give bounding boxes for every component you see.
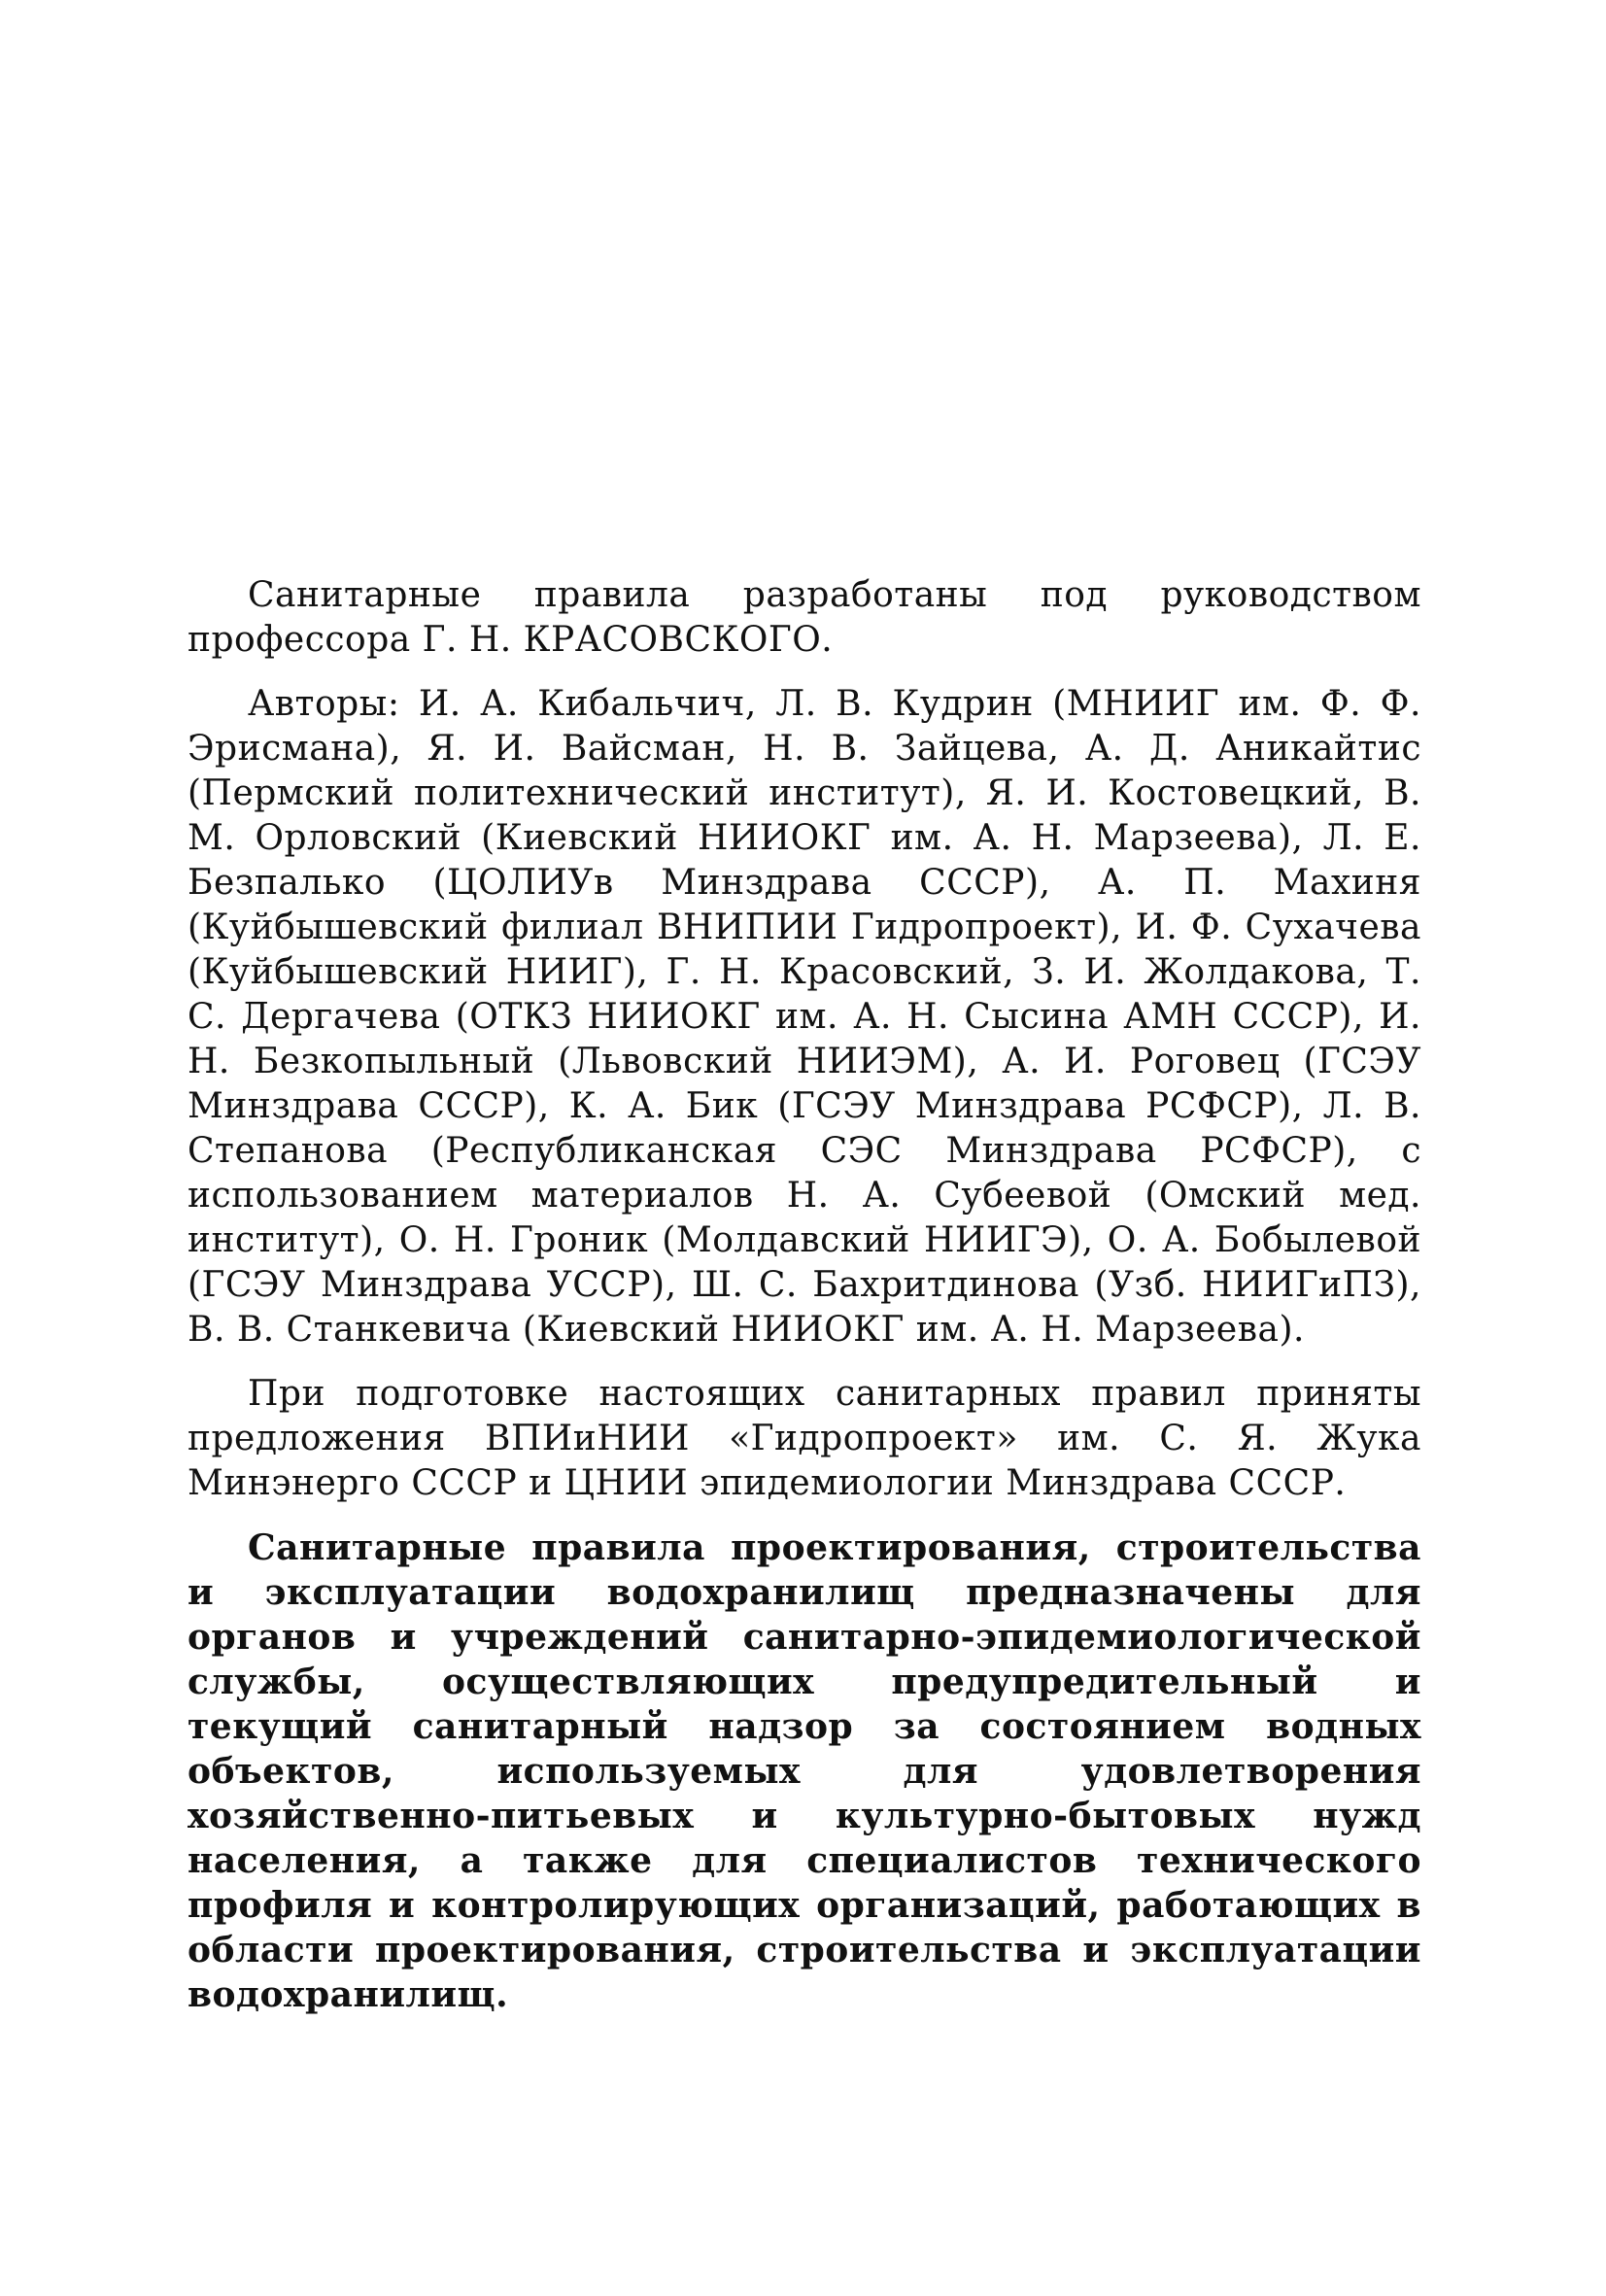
document-body [188,573,1421,2037]
proposals-paragraph: При подготовке настоящих санитарных правил приняты предложения ВПИиНИИ «Гидропроект» им. С. Я. Жука Минэнерго СССР и ЦНИИ эпидемиологии Минздрава СССР. [188,1374,1421,1503]
authors-paragraph: Авторы: И. А. Кибальчич, Л. В. Кудрин (МНИИГ им. Ф. Ф. Эрисмана), Я. И. Вайсман, Н. В. Зайцева, А. Д. Аникайтис (Пермский политехнический институт), Я. И. Костовецкий, В. М. Орловский (Киевский НИИОКГ им. А. Н. Марзеева), Л. Е. Безпалько (ЦОЛИУв Минздрава СССР), А. П. Махиня (Куйбышевский филиал ВНИПИИ Гидропроект), И. Ф. Сухачева (Куйбышевский НИИГ), Г. Н. Красовский, З. И. Жолдакова, Т. С. Дергачева (ОТКЗ НИИОКГ им. А. Н. Сысина АМН СССР), И. Н. Безкопыльный (Львовский НИИЭМ), А. И. Роговец (ГСЭУ Минздрава СССР), К. А. Бик (ГСЭУ Минздрава РСФСР), Л. В. Степанова (Республиканская СЭС Минздрава РСФСР), с использованием материалов Н. А. Субеевой (Омский мед. институт), О. Н. Гроник (Молдавский НИИГЭ), О. А. Бобылевой (ГСЭУ Минздрава УССР), Ш. С. Бахритдинова (Узб. НИИГиПЗ), В. В. Станкевича (Киевский НИИОКГ им. А. Н. Марзеева). [188,684,1421,1350]
purpose-paragraph: Санитарные правила проектирования, строительства и эксплуатации водохранилищ предназначены для органов и учреждений санитарно-эпидемиологической службы, осуществляющих предупредительный и текущий санитарный надзор за состоянием водных объектов, используемых для удовлетворения хозяйственно-питьевых и культурно-бытовых нужд населения, а также для специалистов технического профиля и контролирующих организаций, работающих в области проектирования, строительства и эксплуатации водохранилищ. [188,1527,1421,2015]
intro-paragraph: Санитарные правила разработаны под руководством профессора Г. Н. КРАСОВСКОГО. [188,575,1421,660]
